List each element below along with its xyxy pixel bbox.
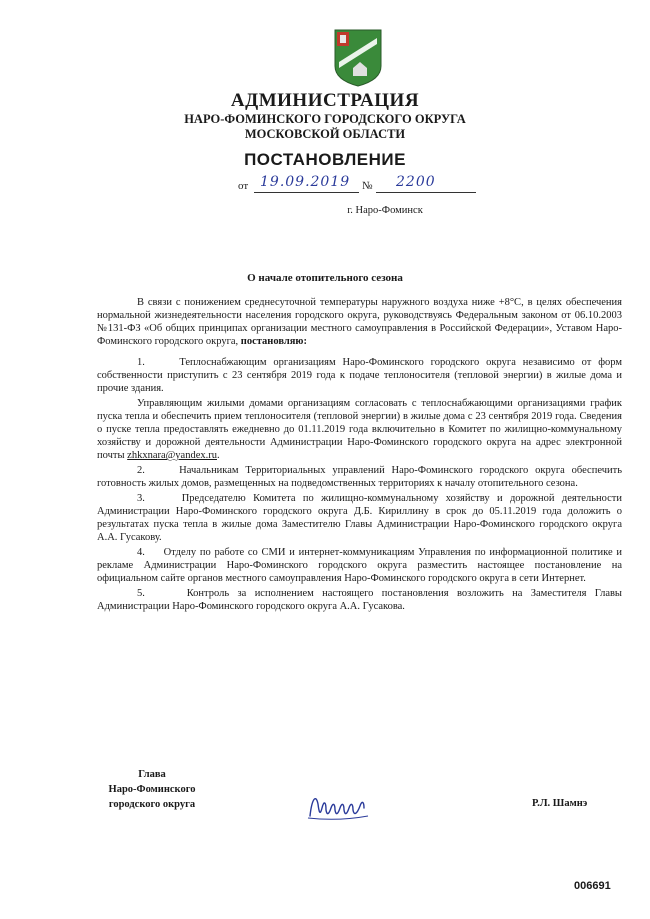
document-serial-number: 006691 <box>574 880 611 892</box>
paragraph-1b-text: Управляющим жилыми домами организациям согласовать с теплоснабжающими организациями график пуска тепла и обеспечить прием теплоносителя (тепловой энергии) в жилые дома с 23 сентября 2019 года. Сведения о пуске тепла предоставлять ежедневно до 01.11.2019 года включительно в Комитет по жилищно-коммунальному хозяйству и дорожной деятельности Администрации Наро-Фоминского городского округа на адрес электронной почты <box>97 398 622 461</box>
signatory-title <box>97 767 207 812</box>
paragraph-1b: Управляющим жилыми домами организациям согласовать с теплоснабжающими организациями график пуска тепла и обеспечить прием теплоносителя (тепловой энергии) в жилые дома с 23 сентября 2019 года. Сведения о пуске тепла предоставлять ежедневно до 01.11.2019 года включительно в Комитет по жилищно-коммунальному хозяйству и дорожной деятельности Администрации Наро-Фоминского городского округа на адрес электронной почты zhkxnara@yandex.ru. <box>97 398 622 461</box>
date-value: 19.09.2019 <box>260 174 351 190</box>
city: г. Наро-Фоминск <box>347 205 423 216</box>
paragraph-2: 2. Начальникам Территориальных управлений Наро-Фоминского городского округа обеспечить готовность жилых домов, размещенных на подведомственных территориях к началу отопительного сезона. <box>97 465 622 489</box>
document-body <box>97 296 622 613</box>
document-subject: О начале отопительного сезона <box>247 272 403 284</box>
signatory-title-line-2: Наро-Фоминского <box>108 784 196 795</box>
organization-title: АДМИНИСТРАЦИЯ <box>230 90 420 111</box>
number-label: № <box>362 180 373 192</box>
paragraph-1: 1. Теплоснабжающим организациям Наро-Фоминского городского округа независимо от форм собственности приступить с 23 сентября 2019 года к подаче теплоносителя (тепловой энергии) в жилые дома и прочие здания. <box>97 357 622 394</box>
paragraph-4: 4. Отделу по работе со СМИ и интернет-коммуникациям Управления по информационной политике и рекламе Администрации Наро-Фоминского городского округа разместить настоящее постановление на официальном сайте органов местного самоуправления Наро-Фоминского городского округа в сети Интернет. <box>97 547 622 584</box>
date-from-label: от <box>238 180 249 192</box>
number-underline <box>376 192 476 193</box>
paragraph-3: 3. Председателю Комитета по жилищно-коммунальному хозяйству и дорожной деятельности Администрации Наро-Фоминского городского округа Д.Б. Кириллину в срок до 05.11.2019 года доложить о результатах пуска тепла в жилые дома Заместителю Главы Администрации Наро-Фоминского городского округа А.А. Гусакову. <box>97 493 622 543</box>
coat-of-arms-icon <box>333 28 383 88</box>
paragraph-5: 5. Контроль за исполнением настоящего постановления возложить на Заместителя Главы Администрации Наро-Фоминского городского округа А.А. Гусакова. <box>97 588 622 612</box>
organization-line-2: МОСКОВСКОЙ ОБЛАСТИ <box>244 127 406 141</box>
signatory-name: Р.Л. Шамнэ <box>532 798 588 809</box>
signatory-title-line-3: городского округа <box>108 799 196 810</box>
decree-word: постановляю: <box>240 336 307 347</box>
signatory-title-line-1: Глава <box>138 769 166 780</box>
date-number-line <box>238 176 498 196</box>
handwritten-signature <box>306 790 371 822</box>
date-underline <box>254 192 359 193</box>
email-link[interactable]: zhkxnara@yandex.ru <box>127 450 217 461</box>
document-type: ПОСТАНОВЛЕНИЕ <box>244 150 406 169</box>
intro-paragraph <box>97 296 622 348</box>
organization-line-1: НАРО-ФОМИНСКОГО ГОРОДСКОГО ОКРУГА <box>184 112 466 126</box>
intro-text: В связи с понижением среднесуточной температуры наружного воздуха ниже +8°С, в целях обеспечения нормальной жизнедеятельности населения городского округа, руководствуясь Федеральным законом от 06.10.2003 №131-ФЗ «Об общих принципах организации местного самоуправления в Российской Федерации», Уставом Наро-Фоминского городского округа, <box>97 297 622 347</box>
number-value: 2200 <box>396 174 436 190</box>
